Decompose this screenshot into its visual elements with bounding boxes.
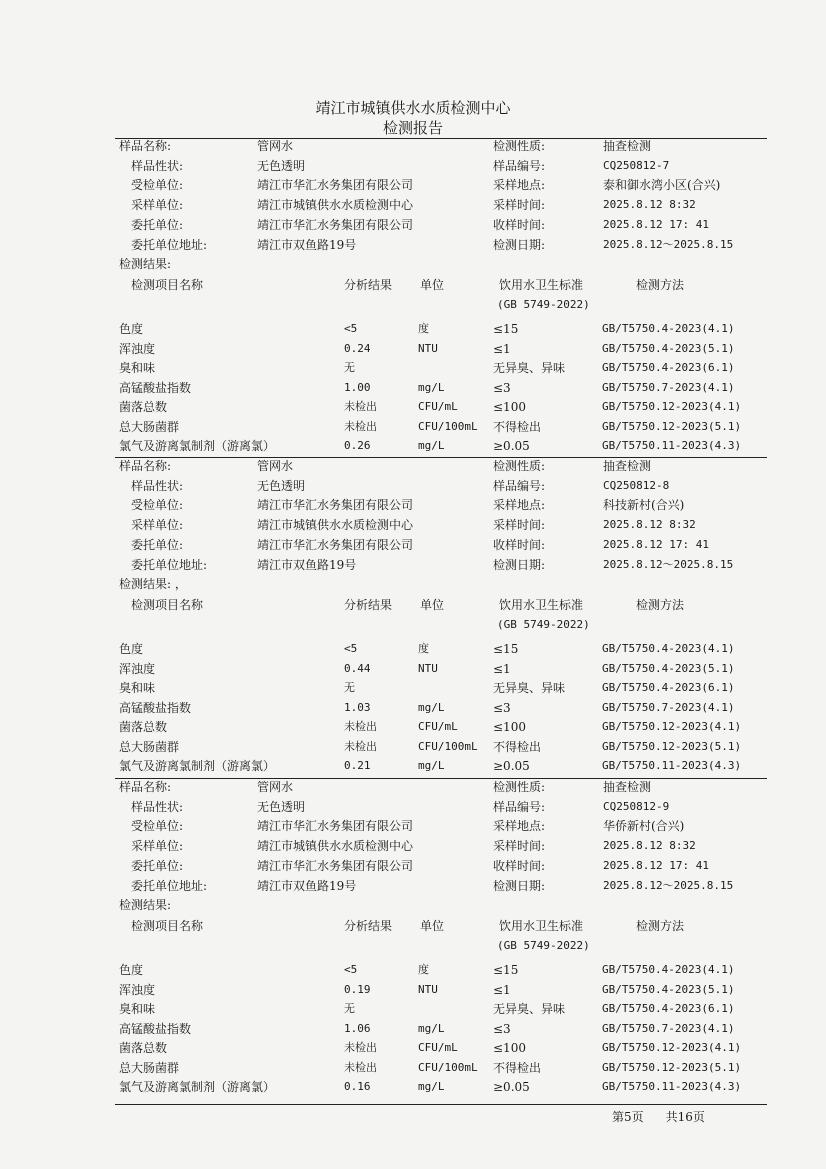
field-label: 受检单位: (131, 819, 184, 834)
field-label: 样品编号: (493, 799, 546, 814)
cell-unit: mg/L (418, 381, 445, 394)
cell-result: <5 (344, 642, 358, 655)
field-value-sampling-site: 华侨新村(合兴) (603, 819, 685, 834)
cell-standard: ≤1 (493, 342, 511, 356)
cell-standard: ≥0.05 (493, 759, 530, 773)
results-label: 检测结果: (119, 898, 172, 912)
page-number: 第5页 (612, 1110, 644, 1124)
cell-method: GB/T5750.4-2023(5.1) (602, 342, 735, 355)
cell-standard: 无异臭、异味 (493, 1002, 566, 1016)
field-value-test-date: 2025.8.12～2025.8.15 (603, 557, 734, 571)
col-header-method: 检测方法 (636, 278, 685, 292)
cell-result: 无 (344, 1002, 355, 1015)
field-label: 采样地点: (493, 819, 546, 834)
cell-result: 0.44 (344, 662, 371, 675)
field-label: 样品性状: (131, 799, 184, 814)
cell-method: GB/T5750.4-2023(5.1) (602, 662, 735, 675)
field-value-receive-time: 2025.8.12 17: 41 (603, 217, 709, 231)
cell-standard: ≤15 (493, 963, 519, 977)
field-value-sample-props: 无色透明 (257, 799, 306, 814)
field-label: 采样地点: (493, 498, 546, 513)
field-label: 检测日期: (493, 557, 546, 572)
field-label: 检测性质: (493, 780, 546, 794)
cell-item: 总大肠菌群 (119, 740, 180, 754)
cell-result: 未检出 (344, 1041, 377, 1054)
field-value-test-nature: 抽查检测 (603, 139, 652, 153)
field-label: 委托单位地址: (131, 878, 208, 893)
cell-item: 总大肠菌群 (119, 1061, 180, 1075)
field-label: 采样单位: (131, 198, 184, 213)
col-header-standard: 饮用水卫生标准 (499, 278, 584, 292)
field-label: 检测性质: (493, 459, 546, 473)
cell-result: 0.24 (344, 342, 371, 355)
cell-result: 未检出 (344, 1061, 377, 1074)
col-header-result: 分析结果 (344, 919, 393, 933)
field-label: 采样时间: (493, 839, 546, 854)
cell-result: 1.03 (344, 701, 371, 714)
col-header-item: 检测项目名称 (131, 919, 204, 933)
cell-unit: mg/L (418, 1080, 445, 1093)
cell-unit: 度 (418, 642, 429, 655)
cell-item: 氯气及游离氯制剂（游离氯） (119, 1080, 276, 1094)
cell-unit: 度 (418, 322, 429, 335)
field-value-sampling-site: 科技新村(合兴) (603, 498, 685, 513)
col-header-standard: 饮用水卫生标准 (499, 919, 584, 933)
cell-standard: ≤1 (493, 983, 511, 997)
field-label: 样品名称: (119, 780, 172, 794)
col-header-item: 检测项目名称 (131, 278, 204, 292)
cell-standard: ≤15 (493, 322, 519, 336)
field-value-client-address: 靖江市双鱼路19号 (257, 557, 357, 572)
org-title: 靖江市城镇供水水质检测中心 (315, 99, 511, 117)
cell-item: 高锰酸盐指数 (119, 381, 192, 395)
col-header-method: 检测方法 (636, 919, 685, 933)
cell-item: 高锰酸盐指数 (119, 1022, 192, 1036)
field-value-sampling-unit: 靖江市城镇供水水质检测中心 (257, 198, 414, 213)
cell-result: 0.16 (344, 1080, 371, 1093)
field-value-sampling-time: 2025.8.12 8:32 (603, 518, 696, 532)
field-value-inspected-unit: 靖江市华汇水务集团有限公司 (257, 178, 414, 193)
field-value-inspected-unit: 靖江市华汇水务集团有限公司 (257, 498, 414, 513)
field-value-sample-name: 管网水 (257, 459, 294, 473)
field-label: 检测日期: (493, 237, 546, 252)
field-value-sample-no: CQ250812-8 (603, 478, 670, 492)
cell-item: 臭和味 (119, 681, 156, 695)
field-value-sample-props: 无色透明 (257, 478, 306, 493)
divider (115, 1104, 767, 1105)
cell-method: GB/T5750.4-2023(6.1) (602, 1002, 735, 1015)
cell-item: 浑浊度 (119, 983, 156, 997)
cell-standard: 不得检出 (493, 420, 542, 434)
divider (115, 138, 767, 139)
cell-standard: ≤100 (493, 720, 526, 734)
col-header-standard-sub: (GB 5749-2022) (497, 939, 590, 952)
field-label: 委托单位: (131, 858, 184, 873)
col-header-item: 检测项目名称 (131, 598, 204, 612)
cell-result: 0.21 (344, 759, 371, 772)
cell-standard: ≤3 (493, 381, 511, 395)
field-value-client-unit: 靖江市华汇水务集团有限公司 (257, 858, 414, 873)
cell-unit: 度 (418, 963, 429, 976)
field-value-sample-props: 无色透明 (257, 158, 306, 173)
cell-item: 臭和味 (119, 1002, 156, 1016)
cell-method: GB/T5750.4-2023(6.1) (602, 681, 735, 694)
field-label: 收样时间: (493, 858, 546, 873)
cell-unit: NTU (418, 342, 438, 355)
cell-unit: CFU/mL (418, 720, 458, 733)
field-value-test-date: 2025.8.12～2025.8.15 (603, 878, 734, 892)
cell-item: 色度 (119, 642, 144, 656)
field-value-test-date: 2025.8.12～2025.8.15 (603, 237, 734, 251)
cell-unit: CFU/100mL (418, 420, 478, 433)
cell-standard: 无异臭、异味 (493, 361, 566, 375)
cell-method: GB/T5750.7-2023(4.1) (602, 381, 735, 394)
divider (115, 457, 767, 458)
field-label: 采样单位: (131, 839, 184, 854)
field-label: 收样时间: (493, 217, 546, 232)
field-value-test-nature: 抽查检测 (603, 459, 652, 473)
cell-result: 未检出 (344, 740, 377, 753)
field-label: 样品性状: (131, 478, 184, 493)
cell-standard: ≤1 (493, 662, 511, 676)
col-header-standard: 饮用水卫生标准 (499, 598, 584, 612)
cell-unit: CFU/100mL (418, 1061, 478, 1074)
cell-result: 未检出 (344, 400, 377, 413)
results-label: 检测结果: (119, 257, 172, 271)
cell-standard: ≥0.05 (493, 439, 530, 453)
field-label: 委托单位地址: (131, 237, 208, 252)
field-label: 样品名称: (119, 459, 172, 473)
field-label: 样品名称: (119, 139, 172, 153)
field-value-receive-time: 2025.8.12 17: 41 (603, 537, 709, 551)
field-label: 检测性质: (493, 139, 546, 153)
cell-item: 高锰酸盐指数 (119, 701, 192, 715)
cell-standard: 无异臭、异味 (493, 681, 566, 695)
field-label: 收样时间: (493, 537, 546, 552)
cell-method: GB/T5750.12-2023(5.1) (602, 740, 742, 753)
field-value-sample-name: 管网水 (257, 780, 294, 794)
col-header-unit: 单位 (420, 598, 445, 612)
cell-unit: mg/L (418, 1022, 445, 1035)
field-value-client-unit: 靖江市华汇水务集团有限公司 (257, 537, 414, 552)
cell-method: GB/T5750.11-2023(4.3) (602, 759, 742, 772)
divider (115, 778, 767, 779)
col-header-method: 检测方法 (636, 598, 685, 612)
field-label: 采样时间: (493, 198, 546, 213)
cell-standard: ≤3 (493, 701, 511, 715)
cell-method: GB/T5750.4-2023(6.1) (602, 361, 735, 374)
cell-method: GB/T5750.11-2023(4.3) (602, 1080, 742, 1093)
field-value-sampling-time: 2025.8.12 8:32 (603, 839, 696, 853)
cell-standard: ≥0.05 (493, 1080, 530, 1094)
cell-result: <5 (344, 322, 358, 335)
col-header-unit: 单位 (420, 278, 445, 292)
cell-method: GB/T5750.11-2023(4.3) (602, 439, 742, 452)
field-label: 受检单位: (131, 178, 184, 193)
cell-item: 菌落总数 (119, 720, 168, 734)
col-header-result: 分析结果 (344, 598, 393, 612)
cell-unit: mg/L (418, 701, 445, 714)
col-header-result: 分析结果 (344, 278, 393, 292)
cell-unit: NTU (418, 662, 438, 675)
cell-item: 臭和味 (119, 361, 156, 375)
cell-method: GB/T5750.4-2023(4.1) (602, 322, 735, 335)
cell-method: GB/T5750.7-2023(4.1) (602, 1022, 735, 1035)
field-value-sample-no: CQ250812-7 (603, 158, 670, 172)
cell-item: 氯气及游离氯制剂（游离氯） (119, 439, 276, 453)
col-header-unit: 单位 (420, 919, 445, 933)
cell-result: 无 (344, 681, 355, 694)
cell-method: GB/T5750.12-2023(4.1) (602, 720, 742, 733)
cell-item: 菌落总数 (119, 400, 168, 414)
cell-unit: CFU/mL (418, 1041, 458, 1054)
field-label: 受检单位: (131, 498, 184, 513)
cell-standard: ≤100 (493, 400, 526, 414)
cell-item: 色度 (119, 963, 144, 977)
field-value-sampling-site: 泰和御水湾小区(合兴) (603, 178, 721, 193)
cell-result: 0.26 (344, 439, 371, 452)
cell-standard: 不得检出 (493, 1061, 542, 1075)
cell-result: 1.00 (344, 381, 371, 394)
cell-method: GB/T5750.12-2023(5.1) (602, 1061, 742, 1074)
cell-result: 无 (344, 361, 355, 374)
cell-unit: mg/L (418, 439, 445, 452)
cell-item: 浑浊度 (119, 342, 156, 356)
cell-standard: ≤15 (493, 642, 519, 656)
cell-item: 氯气及游离氯制剂（游离氯） (119, 759, 276, 773)
cell-standard: ≤100 (493, 1041, 526, 1055)
field-value-sample-no: CQ250812-9 (603, 799, 670, 813)
page-footer (612, 1108, 727, 1125)
col-header-standard-sub: (GB 5749-2022) (497, 618, 590, 631)
field-label: 样品编号: (493, 158, 546, 173)
cell-unit: CFU/100mL (418, 740, 478, 753)
field-label: 样品编号: (493, 478, 546, 493)
cell-unit: CFU/mL (418, 400, 458, 413)
field-label: 采样时间: (493, 518, 546, 533)
field-value-receive-time: 2025.8.12 17: 41 (603, 858, 709, 872)
cell-standard: ≤3 (493, 1022, 511, 1036)
field-value-sampling-unit: 靖江市城镇供水水质检测中心 (257, 839, 414, 854)
cell-unit: mg/L (418, 759, 445, 772)
cell-method: GB/T5750.4-2023(5.1) (602, 983, 735, 996)
field-label: 委托单位: (131, 537, 184, 552)
cell-item: 色度 (119, 322, 144, 336)
report-title: 检测报告 (382, 119, 443, 137)
cell-method: GB/T5750.7-2023(4.1) (602, 701, 735, 714)
field-value-client-unit: 靖江市华汇水务集团有限公司 (257, 217, 414, 232)
field-value-sampling-time: 2025.8.12 8:32 (603, 198, 696, 212)
field-label: 委托单位地址: (131, 557, 208, 572)
cell-method: GB/T5750.12-2023(4.1) (602, 1041, 742, 1054)
cell-result: 1.06 (344, 1022, 371, 1035)
page-total: 共16页 (665, 1110, 705, 1124)
field-value-inspected-unit: 靖江市华汇水务集团有限公司 (257, 819, 414, 834)
field-label: 检测日期: (493, 878, 546, 893)
cell-method: GB/T5750.12-2023(5.1) (602, 420, 742, 433)
cell-method: GB/T5750.12-2023(4.1) (602, 400, 742, 413)
field-value-sample-name: 管网水 (257, 139, 294, 153)
cell-result: 未检出 (344, 720, 377, 733)
field-label: 委托单位: (131, 217, 184, 232)
cell-item: 总大肠菌群 (119, 420, 180, 434)
cell-item: 浑浊度 (119, 662, 156, 676)
cell-standard: 不得检出 (493, 740, 542, 754)
results-label: 检测结果: ， (119, 577, 187, 591)
col-header-standard-sub: (GB 5749-2022) (497, 298, 590, 311)
cell-unit: NTU (418, 983, 438, 996)
field-value-client-address: 靖江市双鱼路19号 (257, 237, 357, 252)
field-label: 样品性状: (131, 158, 184, 173)
field-value-test-nature: 抽查检测 (603, 780, 652, 794)
field-label: 采样单位: (131, 518, 184, 533)
field-value-sampling-unit: 靖江市城镇供水水质检测中心 (257, 518, 414, 533)
cell-result: <5 (344, 963, 358, 976)
cell-item: 菌落总数 (119, 1041, 168, 1055)
cell-result: 0.19 (344, 983, 371, 996)
field-label: 采样地点: (493, 178, 546, 193)
cell-method: GB/T5750.4-2023(4.1) (602, 963, 735, 976)
cell-result: 未检出 (344, 420, 377, 433)
field-value-client-address: 靖江市双鱼路19号 (257, 878, 357, 893)
cell-method: GB/T5750.4-2023(4.1) (602, 642, 735, 655)
